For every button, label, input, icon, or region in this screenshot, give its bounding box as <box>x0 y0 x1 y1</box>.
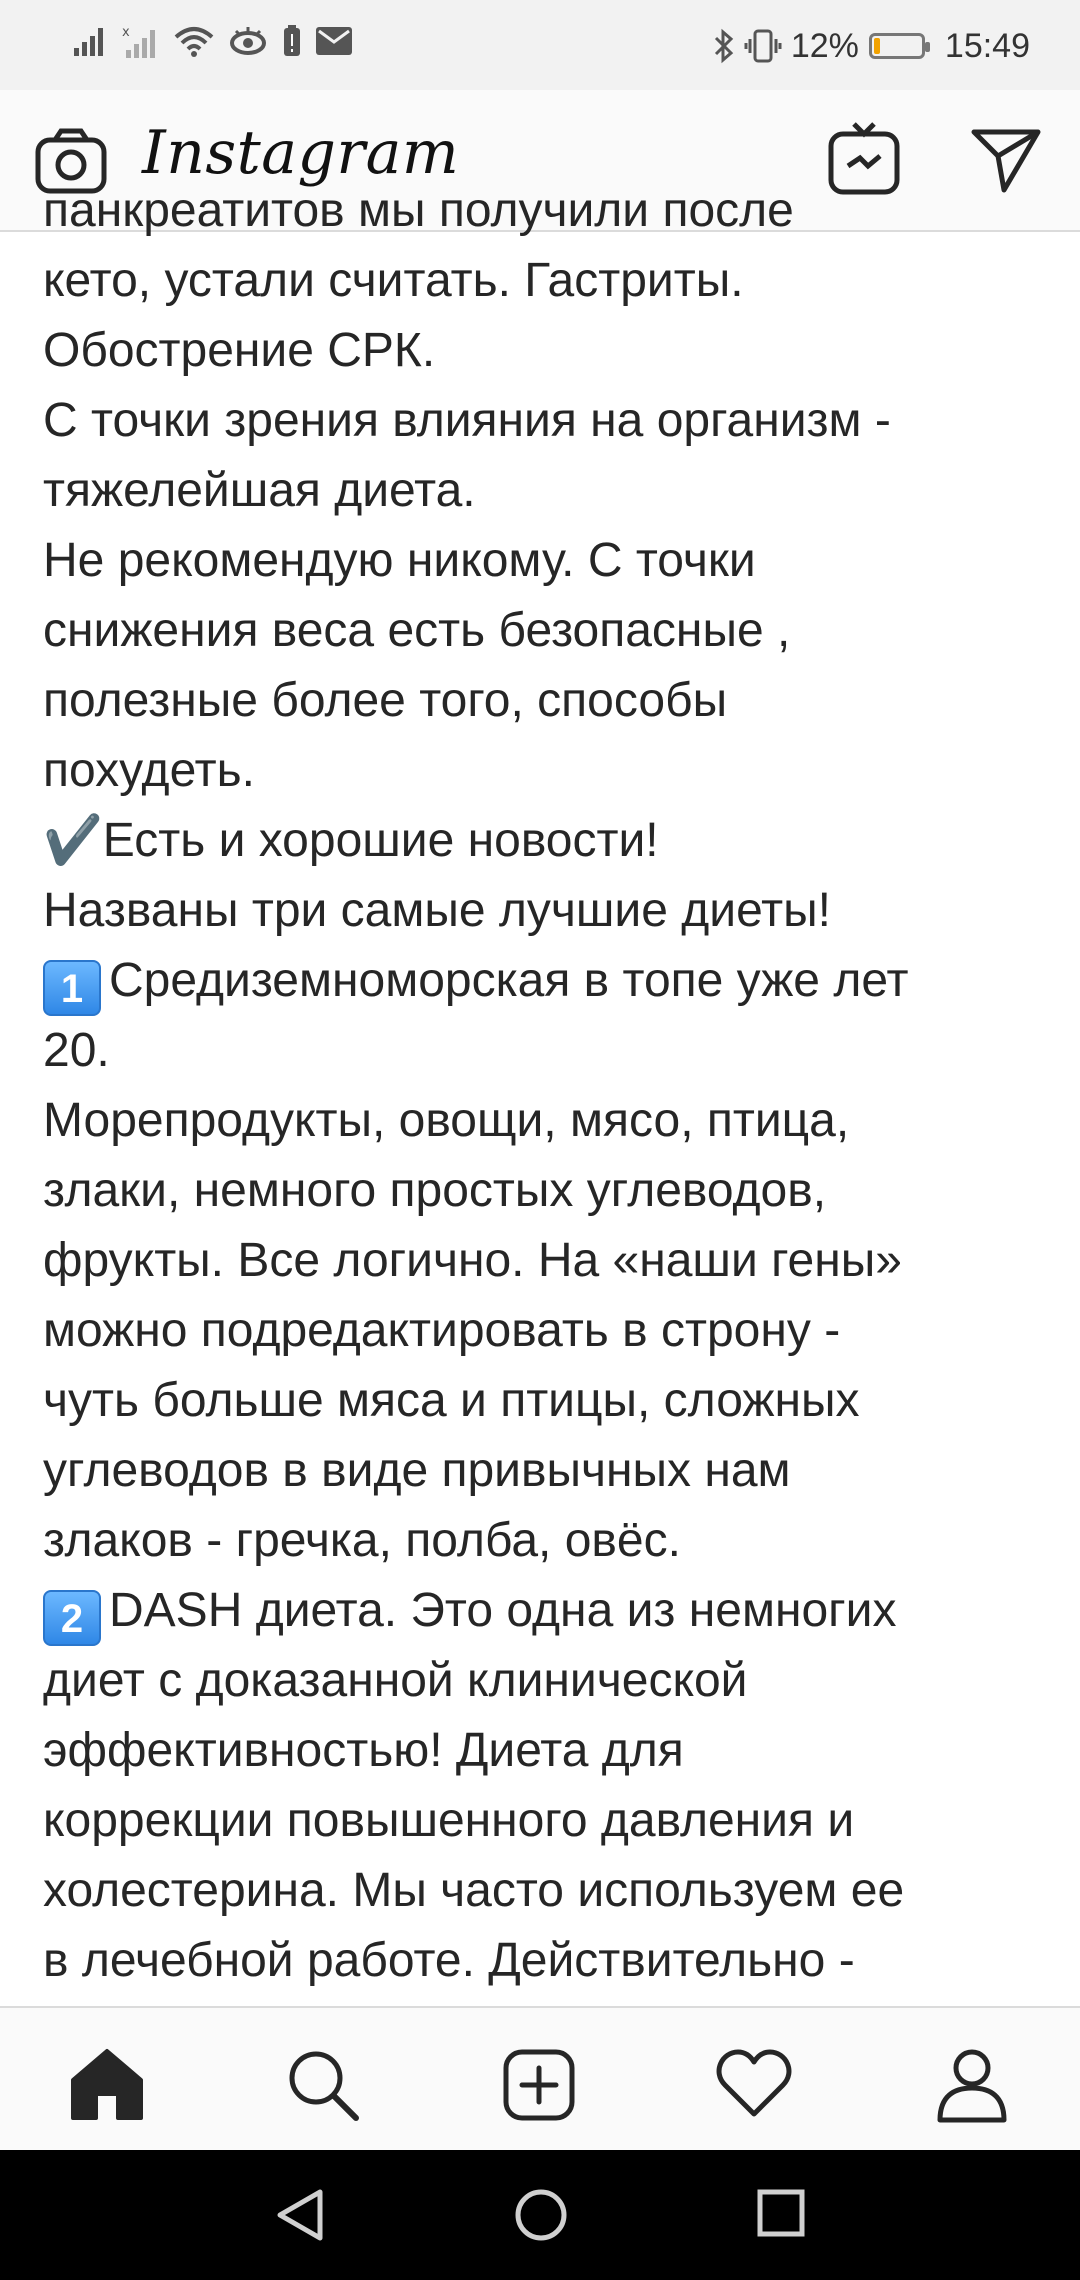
caption-line: чуть больше мяса и птицы, сложных <box>43 1374 860 1427</box>
system-navigation-bar <box>0 2150 1080 2280</box>
post-caption <box>43 176 1053 1996</box>
back-icon[interactable] <box>274 2188 326 2242</box>
caption-line: снижения веса есть безопасные , <box>43 604 791 657</box>
caption-line: эффективностью! Диета для <box>43 1724 684 1777</box>
post-caption-area <box>0 184 1080 2006</box>
caption-line: Названы три самые лучшие диеты! <box>43 884 831 937</box>
new-post-icon[interactable] <box>502 2048 576 2122</box>
caption-line: злаки, немного простых углеводов, <box>43 1164 827 1217</box>
home-circle-icon[interactable] <box>514 2188 568 2242</box>
caption-line: полезные более того, способы <box>43 674 728 727</box>
caption-line: похудеть. <box>43 744 255 797</box>
caption-line: Обострение СРК. <box>43 324 436 377</box>
status-right-icons <box>713 24 1030 68</box>
caption-text: Есть и хорошие новости! <box>102 814 659 867</box>
eye-icon <box>228 25 268 57</box>
caption-line: С точки зрения влияния на организм - <box>43 394 891 447</box>
keycap-number-1-icon: 1 <box>43 960 101 1016</box>
check-mark-emoji: ✔️ <box>43 814 103 867</box>
caption-text: DASH диета. Это одна из немногих <box>109 1584 897 1637</box>
battery-icon <box>869 33 925 59</box>
caption-line: фрукты. Все логично. На «наши гены» <box>43 1234 902 1287</box>
bottom-navigation <box>0 2006 1080 2150</box>
caption-line: в лечебной работе. Действительно - <box>43 1934 855 1987</box>
clock: 15:49 <box>944 27 1030 65</box>
keycap-number-2-icon: 2 <box>43 1590 101 1646</box>
caption-line-with-number <box>43 946 1053 1016</box>
status-left-icons <box>74 24 352 58</box>
caption-line: злаков - гречка, полба, овёс. <box>43 1514 681 1567</box>
caption-line: кето, устали считать. Гастриты. <box>43 254 744 307</box>
recents-icon[interactable] <box>756 2188 806 2238</box>
activity-heart-icon[interactable] <box>716 2048 792 2118</box>
cell-signal-icon <box>74 26 108 56</box>
caption-line-with-check <box>43 806 1053 876</box>
mail-icon <box>316 27 352 55</box>
alert-battery-icon <box>282 25 302 57</box>
vibrate-icon <box>745 29 781 63</box>
bluetooth-icon <box>713 29 735 63</box>
caption-line: Не рекомендую никому. С точки <box>43 534 756 587</box>
search-icon[interactable] <box>286 2048 360 2122</box>
app-logo-wordmark: Instagram <box>142 118 460 188</box>
caption-text: Средиземноморская в топе уже лет <box>109 954 909 1007</box>
caption-line: диет с доказанной клинической <box>43 1654 748 1707</box>
caption-line: 20. <box>43 1024 110 1077</box>
home-icon[interactable] <box>70 2048 144 2120</box>
caption-line: холестерина. Мы часто используем ее <box>43 1864 905 1917</box>
caption-line: углеводов в виде привычных нам <box>43 1444 791 1497</box>
cell-signal-2-icon <box>122 24 160 58</box>
battery-level-fill <box>874 38 880 54</box>
caption-line: можно подредактировать в строну - <box>43 1304 841 1357</box>
caption-line: панкреатитов мы получили после <box>43 184 794 237</box>
caption-line: коррекции повышенного давления и <box>43 1794 855 1847</box>
wifi-icon <box>174 25 214 57</box>
caption-line: тяжелейшая диета. <box>43 464 476 517</box>
caption-line-with-number <box>43 1576 1053 1646</box>
svg-text:x: x <box>122 25 130 40</box>
battery-percent: 12% <box>790 27 859 65</box>
status-bar <box>0 0 1080 90</box>
caption-line: Морепродукты, овощи, мясо, птица, <box>43 1094 850 1147</box>
profile-icon[interactable] <box>936 2048 1008 2122</box>
